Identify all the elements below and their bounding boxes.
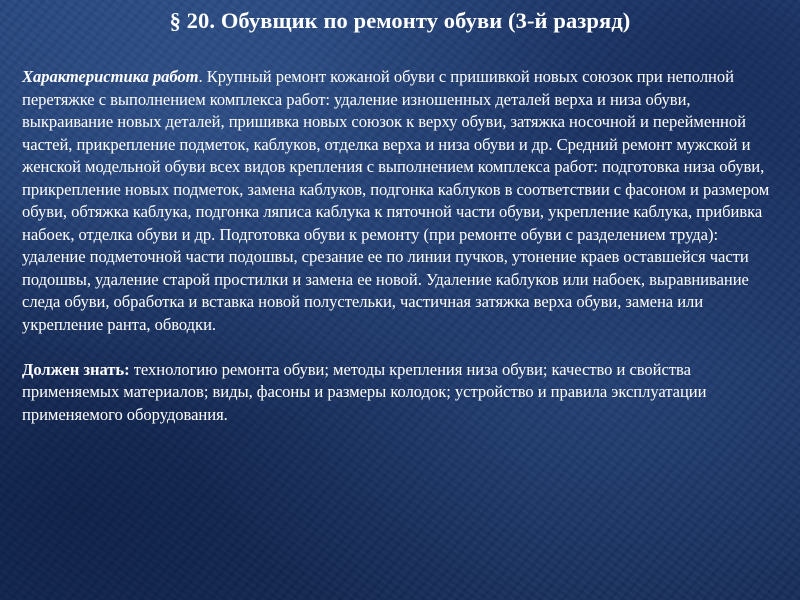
knowledge-paragraph xyxy=(22,359,782,427)
knowledge-text: технологию ремонта обуви; методы крепления низа обуви; качество и свойства применяемых материалов; виды, фасоны и размеры колодок; устройство и правила эксплуатации применяемого оборудования. xyxy=(22,359,707,424)
slide-body xyxy=(22,66,782,426)
characteristics-label: Характеристика работ xyxy=(22,67,199,86)
characteristics-text: . Крупный ремонт кожаной обуви с пришивкой новых союзок при неполной перетяжке с выполнением комплекса работ: удаление изношенных деталей верха и низа обуви, выкраивание новых деталей, пришивка новых союзок к верху обуви, затяжка носочной и перейменной частей, прикрепление подметок, каблуков, отделка верха и низа обуви и др. Средний ремонт мужской и женской модельной обуви всех видов крепления с выполнением комплекса работ: подготовка низа обуви, прикрепление новых подметок, замена каблуков, подгонка каблуков в соответствии с фасоном и размером обуви, обтяжка каблука, подгонка ляписа каблука к пяточной части обуви, укрепление каблука, прибивка набоек, отделка обуви и др. Подготовка обуви к ремонту (при ремонте обуви с разделением труда): удаление подметочной части подошвы, срезание ее по линии пучков, утонение краев оставшейся части подошвы, удаление старой простилки и замена ее новой. Удаление каблуков или набоек, выравнивание следа обуви, обработка и вставка новой полустельки, частичная затяжка верха обуви, замена или укрепление ранта, обводки. xyxy=(22,67,770,334)
characteristics-paragraph xyxy=(22,66,782,336)
knowledge-label: Должен знать: xyxy=(22,359,130,379)
slide-title: § 20. Обувщик по ремонту обуви (3-й разряд) xyxy=(169,8,631,33)
paragraph-spacer xyxy=(22,336,782,359)
